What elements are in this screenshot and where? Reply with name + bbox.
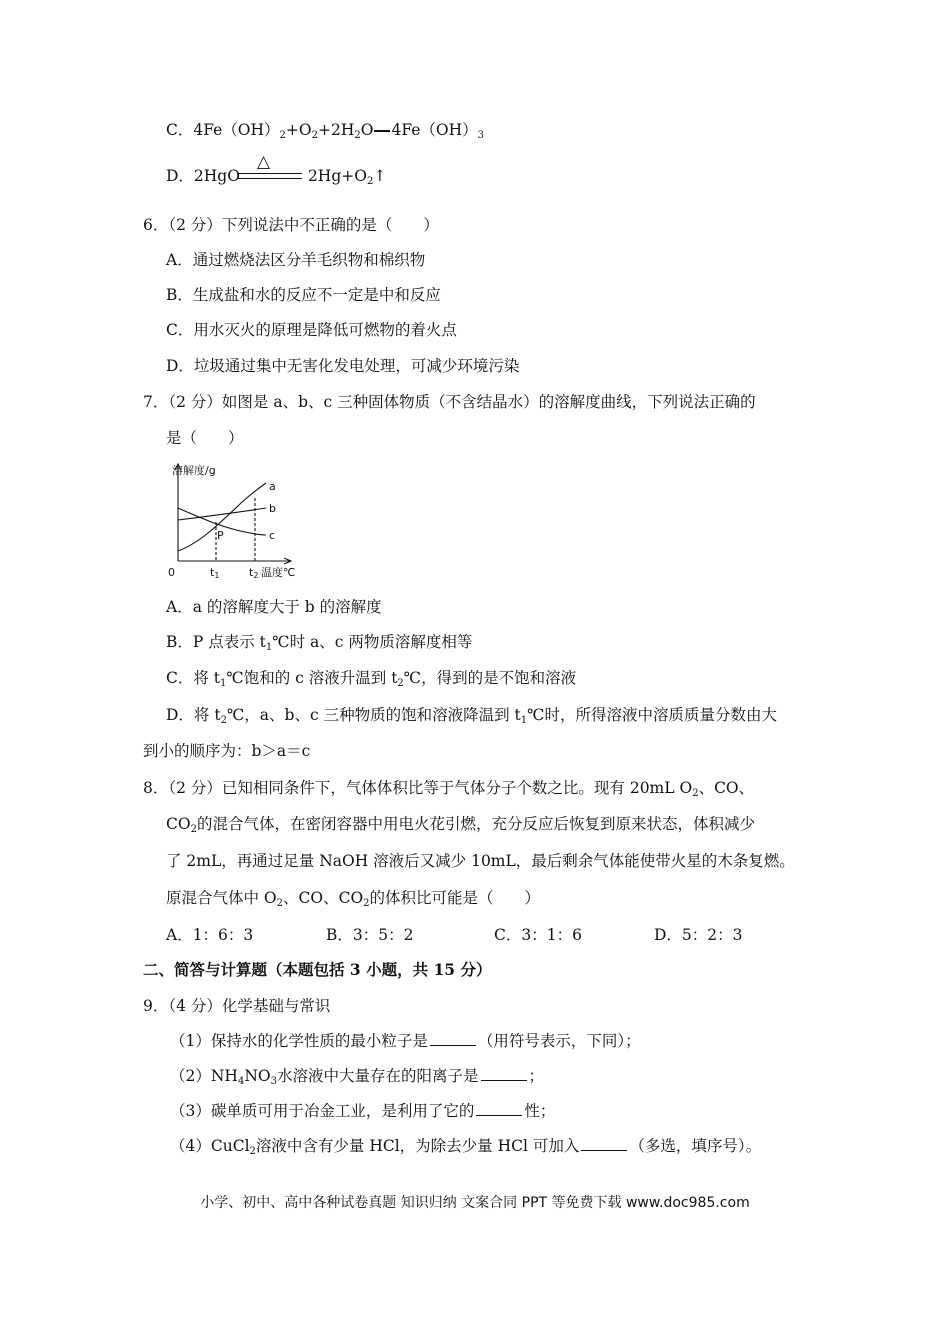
q5-option-d: D．2HgO $2Hg+O_2↑$	[166, 167, 387, 187]
q6-option-d: D．垃圾通过集中无害化发电处理，可减少环境污染	[166, 357, 520, 375]
q7-option-d: D．将 $t_2℃$，a、b、c 三种物质的饱和溶液降温到 $t_1℃$时，所得溶液中溶质质量分数由大	[166, 706, 777, 726]
q8-option-c: C．3：1：6	[494, 926, 582, 944]
q7-option-a: A．a 的溶解度大于 b 的溶解度	[166, 598, 382, 616]
equals-bar	[374, 130, 390, 132]
q9-part2: $(2)NH_4NO_3$水溶液中大量存在的阳离子是 ；	[170, 1067, 545, 1087]
q8-option-b: B．3：5：2	[326, 926, 414, 944]
q7-option-b: B．P 点表示 $t_1℃$时 a、c 两物质溶解度相等	[166, 633, 473, 653]
q9-part3: （3）碳单质可用于冶金工业，是利用了它的 性；	[170, 1102, 556, 1120]
q6-option-a: A．通过燃烧法区分羊毛织物和棉织物	[166, 251, 426, 269]
answer-blank[interactable]	[476, 1101, 522, 1116]
heat-delta-icon: △	[257, 152, 271, 172]
series-label-c: c	[269, 529, 276, 542]
q7-stem-line1: 7．（2 分）如图是 a、b、c 三种固体物质（不含结晶水）的溶解度曲线，下列说法正确的	[143, 393, 756, 411]
q6-option-b: B．生成盐和水的反应不一定是中和反应	[166, 286, 441, 304]
q8-option-d: D．5：2：3	[654, 926, 743, 944]
q6-stem: 6．（2 分）下列说法中不正确的是（ ）	[143, 216, 439, 234]
q9-stem: 9．（4 分）化学基础与常识	[143, 997, 331, 1015]
answer-blank[interactable]	[481, 1066, 527, 1081]
tick-t2: t2	[249, 566, 259, 580]
q7-option-c: C．将 $t_1℃$饱和的 c 溶液升温到 $t_2℃$，得到的是不饱和溶液	[166, 669, 577, 689]
series-label-a: a	[269, 480, 276, 493]
q7-stem-line2: 是（ ）	[166, 429, 244, 447]
series-label-b: b	[269, 502, 276, 515]
origin-label: 0	[168, 566, 175, 579]
point-p-label: P	[217, 529, 224, 542]
q8-line2: $CO_2$的混合气体，在密闭容器中用电火花引燃，充分反应后恢复到原来状态，体积减少	[166, 815, 755, 835]
q8-line4: 原混合气体中 $O_2$、CO、$CO_2$的体积比可能是（ ）	[166, 889, 541, 909]
q8-option-a: A．1：6：3	[166, 926, 254, 944]
q8-line3: 了 2mL，再通过足量 NaOH 溶液后又减少 10mL，最后剩余气体能使带火星的木条复燃。	[166, 852, 795, 870]
q9-part4: （4）CuCl$_2$溶液中含有少量 HCl，为除去少量 HCl 可加入 （多选，填序号）。	[170, 1137, 762, 1157]
tick-t1: t1	[210, 566, 220, 580]
solubility-curve-chart	[165, 458, 305, 583]
q5-option-c: C．$4Fe(OH)_2+O_2+2H_2O$ $4Fe(OH)_3$	[166, 121, 484, 141]
x-axis-label: 温度℃	[261, 566, 296, 579]
y-axis-label: 溶解度/g	[172, 464, 216, 477]
answer-blank[interactable]	[430, 1031, 476, 1046]
q8-line1: 8．（2 分）已知相同条件下，气体体积比等于气体分子个数之比。现有 20mL $O_2$、CO、	[143, 779, 755, 799]
page-footer: 小学、初中、高中各种试卷真题 知识归纳 文案合同 PPT 等免费下载 www.doc985.com	[200, 1195, 750, 1211]
section-heading: 二、简答与计算题（本题包括 3 小题，共 15 分）	[143, 960, 492, 979]
q9-part1: （1）保持水的化学性质的最小粒子是 （用符号表示，下同）；	[170, 1032, 641, 1050]
q7-option-d-line2: 到小的顺序为：b＞a＝c	[143, 742, 311, 760]
answer-blank[interactable]	[581, 1136, 627, 1151]
q6-option-c: C．用水灭火的原理是降低可燃物的着火点	[166, 321, 457, 339]
